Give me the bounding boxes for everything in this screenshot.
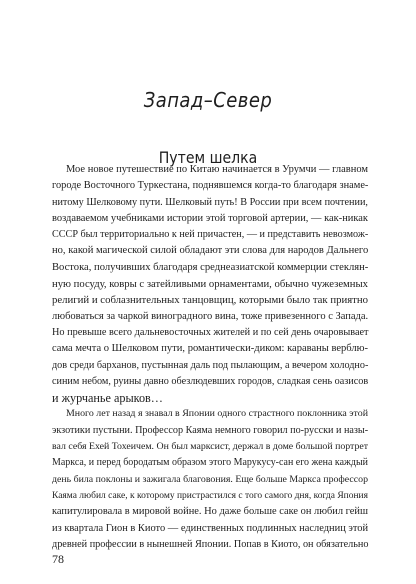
text-line: но, какой магической силой обладают эти слова для народов Дальнего xyxy=(52,245,369,257)
text-line: нитому Шелковому пути. Шелковый путь! В России при всем почтении, xyxy=(52,196,368,208)
text-line: Много лет назад я знавал в Японии одного страстного поклонника этой xyxy=(66,408,368,420)
text-line: ную посуду, ковры с затейливыми орнаментами, обычно чужеземных xyxy=(52,278,368,291)
text-line: древней профессии в нынешней Японии. Попав в Киото, он обязательно xyxy=(52,538,369,550)
chapter-title: Запад–Север xyxy=(143,88,273,112)
text-line: городе Восточного Туркестана, поднявшемся когда-то благодаря знаме- xyxy=(52,180,369,192)
text-line: экзотики пустыни. Профессор Каяма немного говорил по-русски и назы- xyxy=(52,424,369,436)
body-text xyxy=(52,162,368,553)
text-line: Востока, получивших благодаря среднеазиатской коммерции стеклян- xyxy=(52,261,369,273)
text-line: Мое новое путешествие по Китаю начинается в Урумчи — главном xyxy=(66,164,368,175)
text-line: сама мечта о Шелковом пути, романтически-диком: караваны верблю- xyxy=(52,343,368,355)
text-line: Но превыше всего дальневосточных жителей и по сей день очаровывает xyxy=(52,326,369,338)
text-line: Маркса, и перед бородатым образом этого Марукусу-сан его жена каждый xyxy=(52,457,368,469)
text-line: и журчанье арыков… xyxy=(52,391,163,406)
text-line: СССР был территориально к ней причастен, — и представить невозмож- xyxy=(52,229,369,241)
text-line: вал себя Ехей Тохеичем. Он был марксист, держал в доме большой портрет xyxy=(52,441,369,453)
text-line: воздаваемом учебниками истории этой торговой артерии, — как-никак xyxy=(52,212,368,224)
text-line: капитулировала в мировой войне. Но даже больше саке он любил гейш xyxy=(52,506,368,518)
text-line: дов среди барханов, пустынная даль под пылающим, а вечером холодно- xyxy=(52,359,369,371)
section-title: Путем шелка xyxy=(158,148,258,167)
text-line: синим небом, руины давно обезлюдевших городов, сладкая сень оазисов xyxy=(52,375,369,387)
text-line: Каяма любил саке, к которому пристрастился с того самого дня, когда Япония xyxy=(52,490,368,501)
text-line: день била поклоны и зажигала благовония. Еще больше Маркса профессор xyxy=(52,473,368,485)
text-line: из квартала Гион в Киото — единственных подлинных наследниц этой xyxy=(52,522,369,534)
text-line: любоваться за чаркой виноградного вина, тоже привезенного с Запада. xyxy=(52,310,369,322)
text-line: религий и соблазнительных танцовщиц, которыми было так приятно xyxy=(52,294,368,307)
page-number: 78 xyxy=(52,552,64,566)
